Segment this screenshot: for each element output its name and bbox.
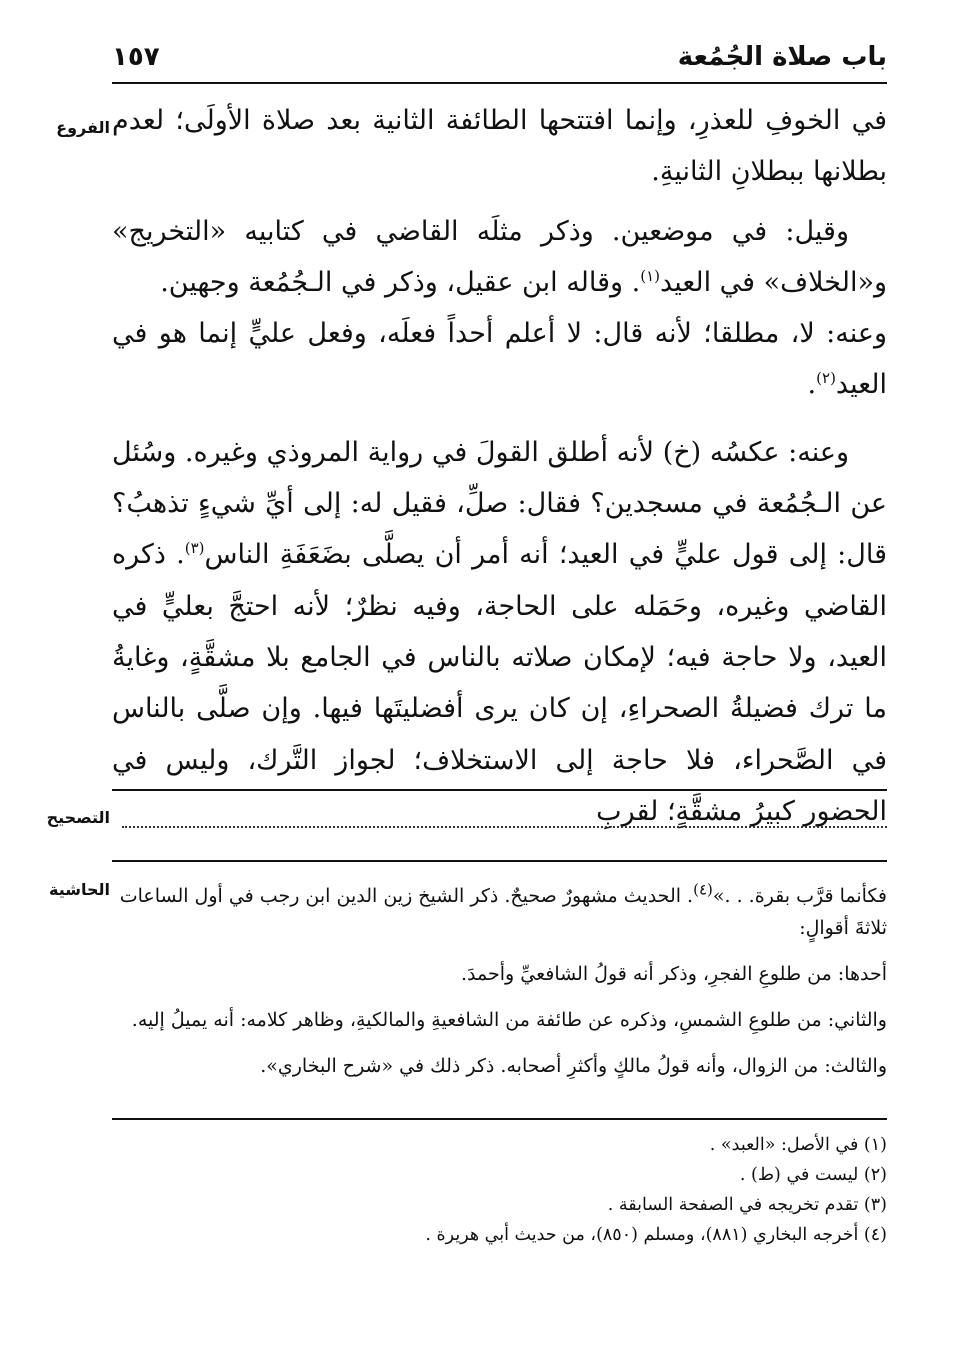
hashiya-paragraph: والثالث: من الزوال، وأنه قولُ مالكٍ وأكثرِ أصحابه. ذكر ذلك في «شرح البخاري». xyxy=(260,1055,887,1077)
section-divider xyxy=(112,789,887,791)
margin-label-furu: الفروع xyxy=(56,118,110,137)
main-paragraph: وعنه: لا، مطلقا؛ لأنه قال: لا أعلم أحداً فعلَه، وفعل عليٍّ إنما هو في العيد$^{(٢)}$. xyxy=(112,318,887,401)
hashiya-paragraph: والثاني: من طلوعِ الشمسِ، وذكره عن طائفة من الشافعيةِ والمالكيةِ، وظاهر كلامه: أنه يميلُ إليه. xyxy=(131,1009,887,1031)
footnote: (١) في الأصل: «العبد» . xyxy=(709,1135,887,1155)
correction-dotted-line xyxy=(122,826,887,828)
footnote-ref: (٢) xyxy=(816,369,836,388)
margin-label-tashih: التصحيح xyxy=(46,808,110,827)
hashiya-text xyxy=(112,880,887,1096)
main-paragraph: وقيل: في موضعين. وذكر مثلَه القاضي في كتابيه «التخريج» و«الخلاف» في العيد$^{(١)}$. وقاله ابن عقيل، وذكر في الـجُمُعة وجهين. xyxy=(112,215,887,298)
chapter-title: باب صلاة الجُمُعة xyxy=(677,42,887,72)
footnote: (٤) أخرجه البخاري (٨٨١)، ومسلم (٨٥٠)، من حديث أبي هريرة . xyxy=(425,1225,887,1245)
footnote-divider xyxy=(112,1118,887,1120)
page-number: ١٥٧ xyxy=(112,42,160,72)
footnotes xyxy=(112,1130,887,1250)
hashiya-paragraph: أحدها: من طلوعِ الفجرِ، وذكر أنه قولُ الشافعيِّ وأحمدَ. xyxy=(461,963,887,985)
main-paragraph: وعنه: عكسُه (خ) لأنه أطلق القولَ في رواية المروذي وغيره. وسُئل عن الـجُمُعة في مسجدين؟ فقال: صلِّ، فقيل له: إلى أيِّ شيءٍ تذهبُ؟ قال: إلى قول عليٍّ في العيد؛ أنه أمر أن يصلَّى بضَعَفَةِ الناس$^{(٣)}$. ذكره القاضي وغيره، وحَمَله على الحاجة، وفيه نظرٌ؛ لأنه احتجَّ بعليٍّ في العيد، ولا حاجة فيه؛ لإمكان صلاته بالناس في الجامع بلا مشقَّةٍ، وغايةُ ما ترك فضيلةُ الصحراءِ، إن كان يرى أفضليتَها فيها. وإن صلَّى بالناس في الصَّحراء، فلا حاجة إلى الاستخلاف؛ لجواز التَّرك، وليس في الحضور كبيرُ مشقَّةٍ؛ لقربِ xyxy=(112,436,887,827)
footnote-ref: (٤) xyxy=(693,880,713,899)
footnote: (٢) ليست في (ط) . xyxy=(739,1165,887,1185)
footnote: (٣) تقدم تخريجه في الصفحة السابقة . xyxy=(607,1195,887,1215)
main-text xyxy=(112,95,887,837)
main-paragraph: في الخوفِ للعذرِ، وإنما افتتحها الطائفة الثانية بعد صلاة الأولَى؛ لعدم بطلانها ببطلانِ الثانيةِ. xyxy=(112,105,887,188)
section-divider xyxy=(112,860,887,862)
hashiya-paragraph: فكأنما قرَّب بقرة. . .»$^{(٤)}$. الحديث مشهورٌ صحيحٌ. ذكر الشيخ زين الدين ابن رجب في أول الساعات ثلاثةَ أقوالٍ: xyxy=(119,880,887,939)
footnote-ref: (٣) xyxy=(184,539,205,558)
margin-label-hashiya: الحاشية xyxy=(49,880,110,899)
footnote-ref: (١) xyxy=(640,266,661,285)
running-header xyxy=(112,32,887,84)
